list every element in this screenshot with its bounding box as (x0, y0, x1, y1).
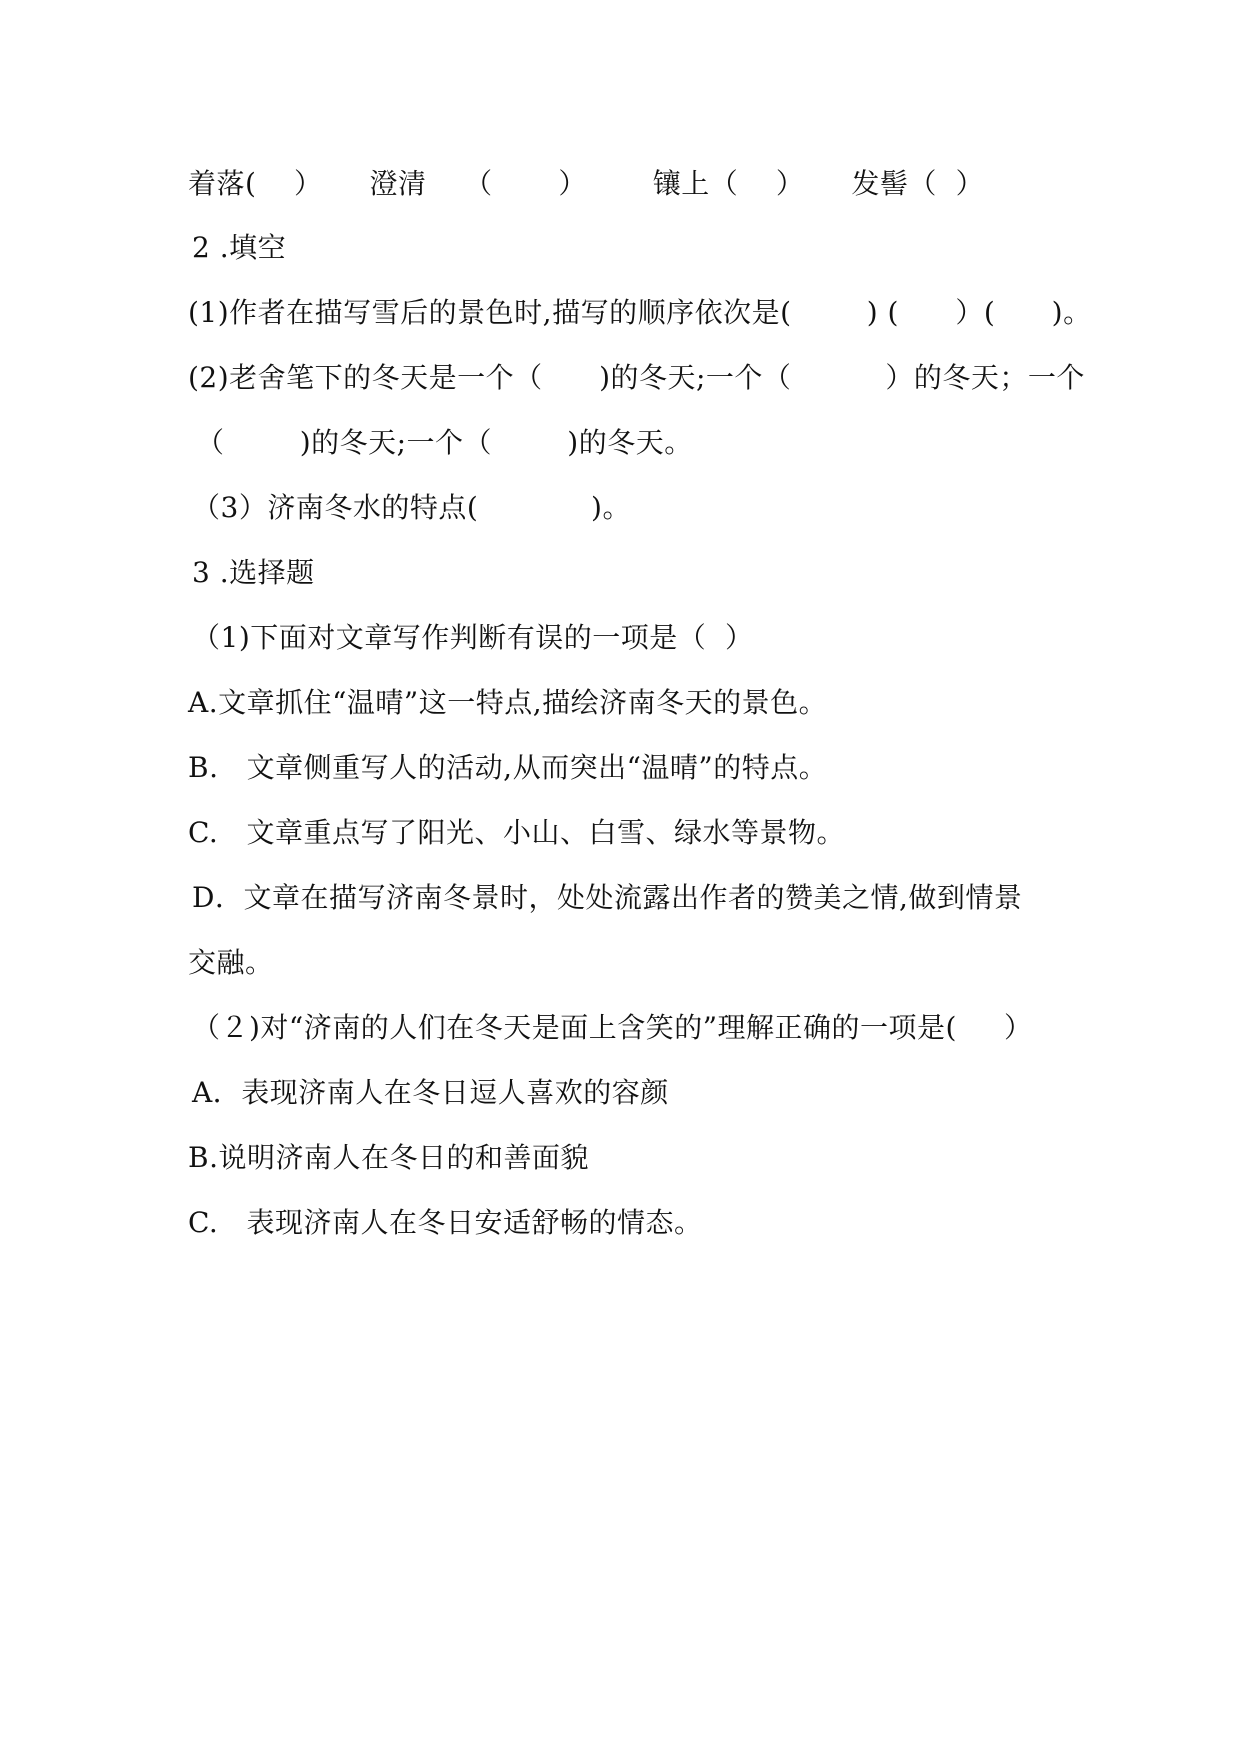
option-c: C. 表现济南人在冬日安适舒畅的情态。 (188, 1206, 703, 1239)
word-annotation-line: 着落( ） 澄清 （ ） 镶上（ ） 发髻（ ） (188, 167, 985, 200)
section-heading-fill-blank: 2 .填空 (192, 231, 287, 264)
question-2-2: （２)对“济南的人们在冬天是面上含笑的”理解正确的一项是( ） (192, 1011, 1033, 1044)
option-a: A.文章抓住“温晴”这一特点,描绘济南冬天的景色。 (188, 686, 828, 719)
question-1-2: (2)老舍笔下的冬天是一个（ )的冬天;一个（ ）的冬天；一个 (188, 361, 1085, 394)
option-a: A．表现济南人在冬日逗人喜欢的容颜 (192, 1076, 669, 1109)
option-c: C. 文章重点写了阳光、小山、白雪、绿水等景物。 (188, 816, 846, 849)
option-d-continued: 交融。 (188, 946, 274, 979)
question-1-1: (1)作者在描写雪后的景色时,描写的顺序依次是( ) ( ）( )。 (188, 296, 1092, 329)
question-2-1: （1)下面对文章写作判断有误的一项是（ ） (192, 621, 754, 654)
option-b: B.说明济南人在冬日的和善面貌 (188, 1141, 589, 1174)
option-d: D．文章在描写济南冬景时，处处流露出作者的赞美之情,做到情景 (192, 881, 1023, 914)
question-1-2-continued: （ )的冬天;一个（ )的冬天。 (196, 426, 693, 459)
option-b: B. 文章侧重写人的活动,从而突出“温晴”的特点。 (188, 751, 828, 784)
question-1-3: （3）济南冬水的特点( )。 (192, 491, 631, 524)
section-heading-multiple-choice: 3 .选择题 (192, 556, 315, 589)
